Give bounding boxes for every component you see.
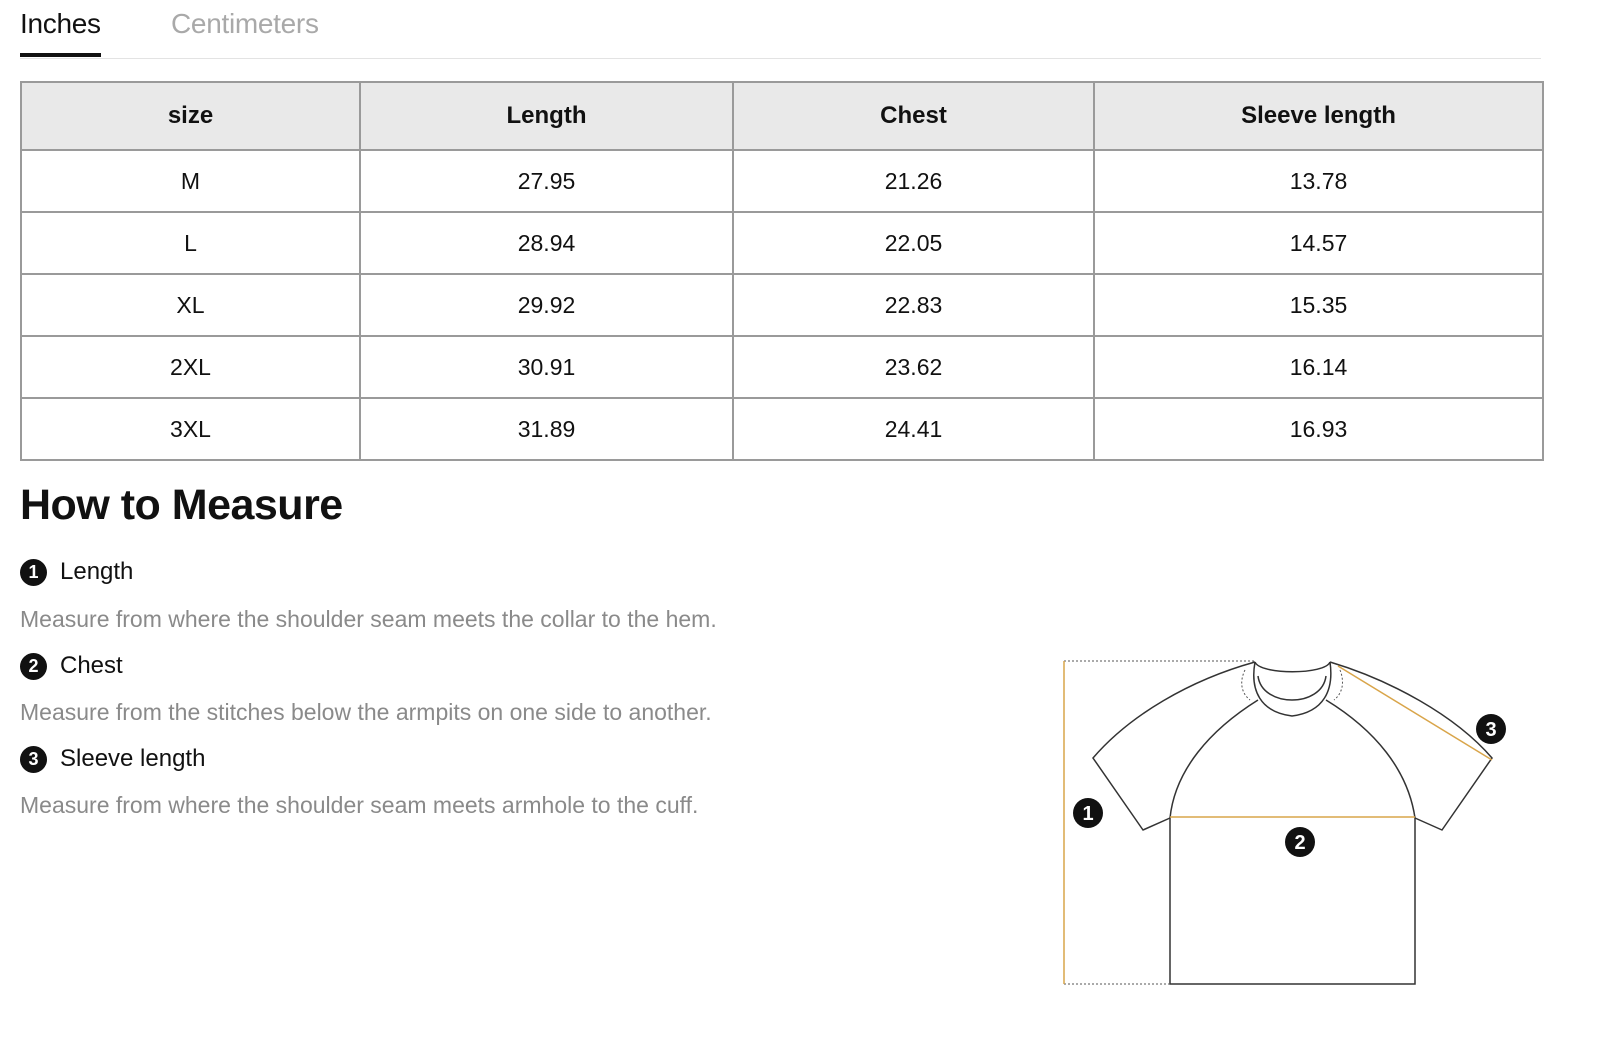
- table-cell: 28.94: [360, 212, 733, 274]
- marker-2-icon: [1285, 827, 1315, 857]
- table-cell: 22.83: [733, 274, 1094, 336]
- marker-1-icon: [1073, 798, 1103, 828]
- column-header-size: size: [21, 82, 360, 150]
- table-cell: 3XL: [21, 398, 360, 460]
- column-header-chest: Chest: [733, 82, 1094, 150]
- step-number-badge: 2: [20, 653, 47, 680]
- table-cell: 24.41: [733, 398, 1094, 460]
- svg-text:3: 3: [1485, 719, 1497, 741]
- svg-text:2: 2: [1294, 832, 1306, 854]
- table-cell: 29.92: [360, 274, 733, 336]
- step-length: [20, 558, 133, 586]
- step-label: Chest: [60, 652, 123, 679]
- step-description: Measure from the stitches below the armpits on one side to another.: [20, 699, 712, 725]
- table-cell: 31.89: [360, 398, 733, 460]
- step-number-badge: 1: [20, 559, 47, 586]
- table-header-row: [21, 82, 1543, 150]
- column-header-sleeve-length: Sleeve length: [1094, 82, 1543, 150]
- table-cell: 13.78: [1094, 150, 1543, 212]
- table-row: [21, 150, 1543, 212]
- table-row: [21, 212, 1543, 274]
- table-cell: 21.26: [733, 150, 1094, 212]
- svg-text:1: 1: [1082, 803, 1094, 825]
- table-cell: 23.62: [733, 336, 1094, 398]
- tab-centimeters[interactable]: Centimeters: [171, 8, 319, 39]
- size-table: [20, 81, 1544, 461]
- table-cell: 2XL: [21, 336, 360, 398]
- step-chest: [20, 652, 123, 680]
- step-description: Measure from where the shoulder seam meets the collar to the hem.: [20, 606, 717, 632]
- table-cell: 22.05: [733, 212, 1094, 274]
- table-cell: M: [21, 150, 360, 212]
- table-cell: XL: [21, 274, 360, 336]
- table-cell: L: [21, 212, 360, 274]
- table-cell: 30.91: [360, 336, 733, 398]
- table-cell: 16.93: [1094, 398, 1543, 460]
- table-cell: 14.57: [1094, 212, 1543, 274]
- table-cell: 15.35: [1094, 274, 1543, 336]
- how-to-measure-title: How to Measure: [20, 481, 343, 529]
- step-number-badge: 3: [20, 746, 47, 773]
- table-cell: 16.14: [1094, 336, 1543, 398]
- tshirt-outline-icon: [1093, 662, 1492, 984]
- step-sleeve-length: [20, 745, 205, 773]
- step-description: Measure from where the shoulder seam meets armhole to the cuff.: [20, 792, 699, 818]
- table-cell: 27.95: [360, 150, 733, 212]
- table-row: [21, 398, 1543, 460]
- tshirt-measurement-diagram: [1050, 640, 1520, 1000]
- table-row: [21, 336, 1543, 398]
- step-label: Sleeve length: [60, 745, 206, 772]
- unit-tabs: [20, 0, 1541, 59]
- column-header-length: Length: [360, 82, 733, 150]
- tab-inches[interactable]: Inches: [20, 8, 101, 39]
- table-row: [21, 274, 1543, 336]
- marker-3-icon: [1476, 714, 1506, 744]
- step-label: Length: [60, 558, 134, 585]
